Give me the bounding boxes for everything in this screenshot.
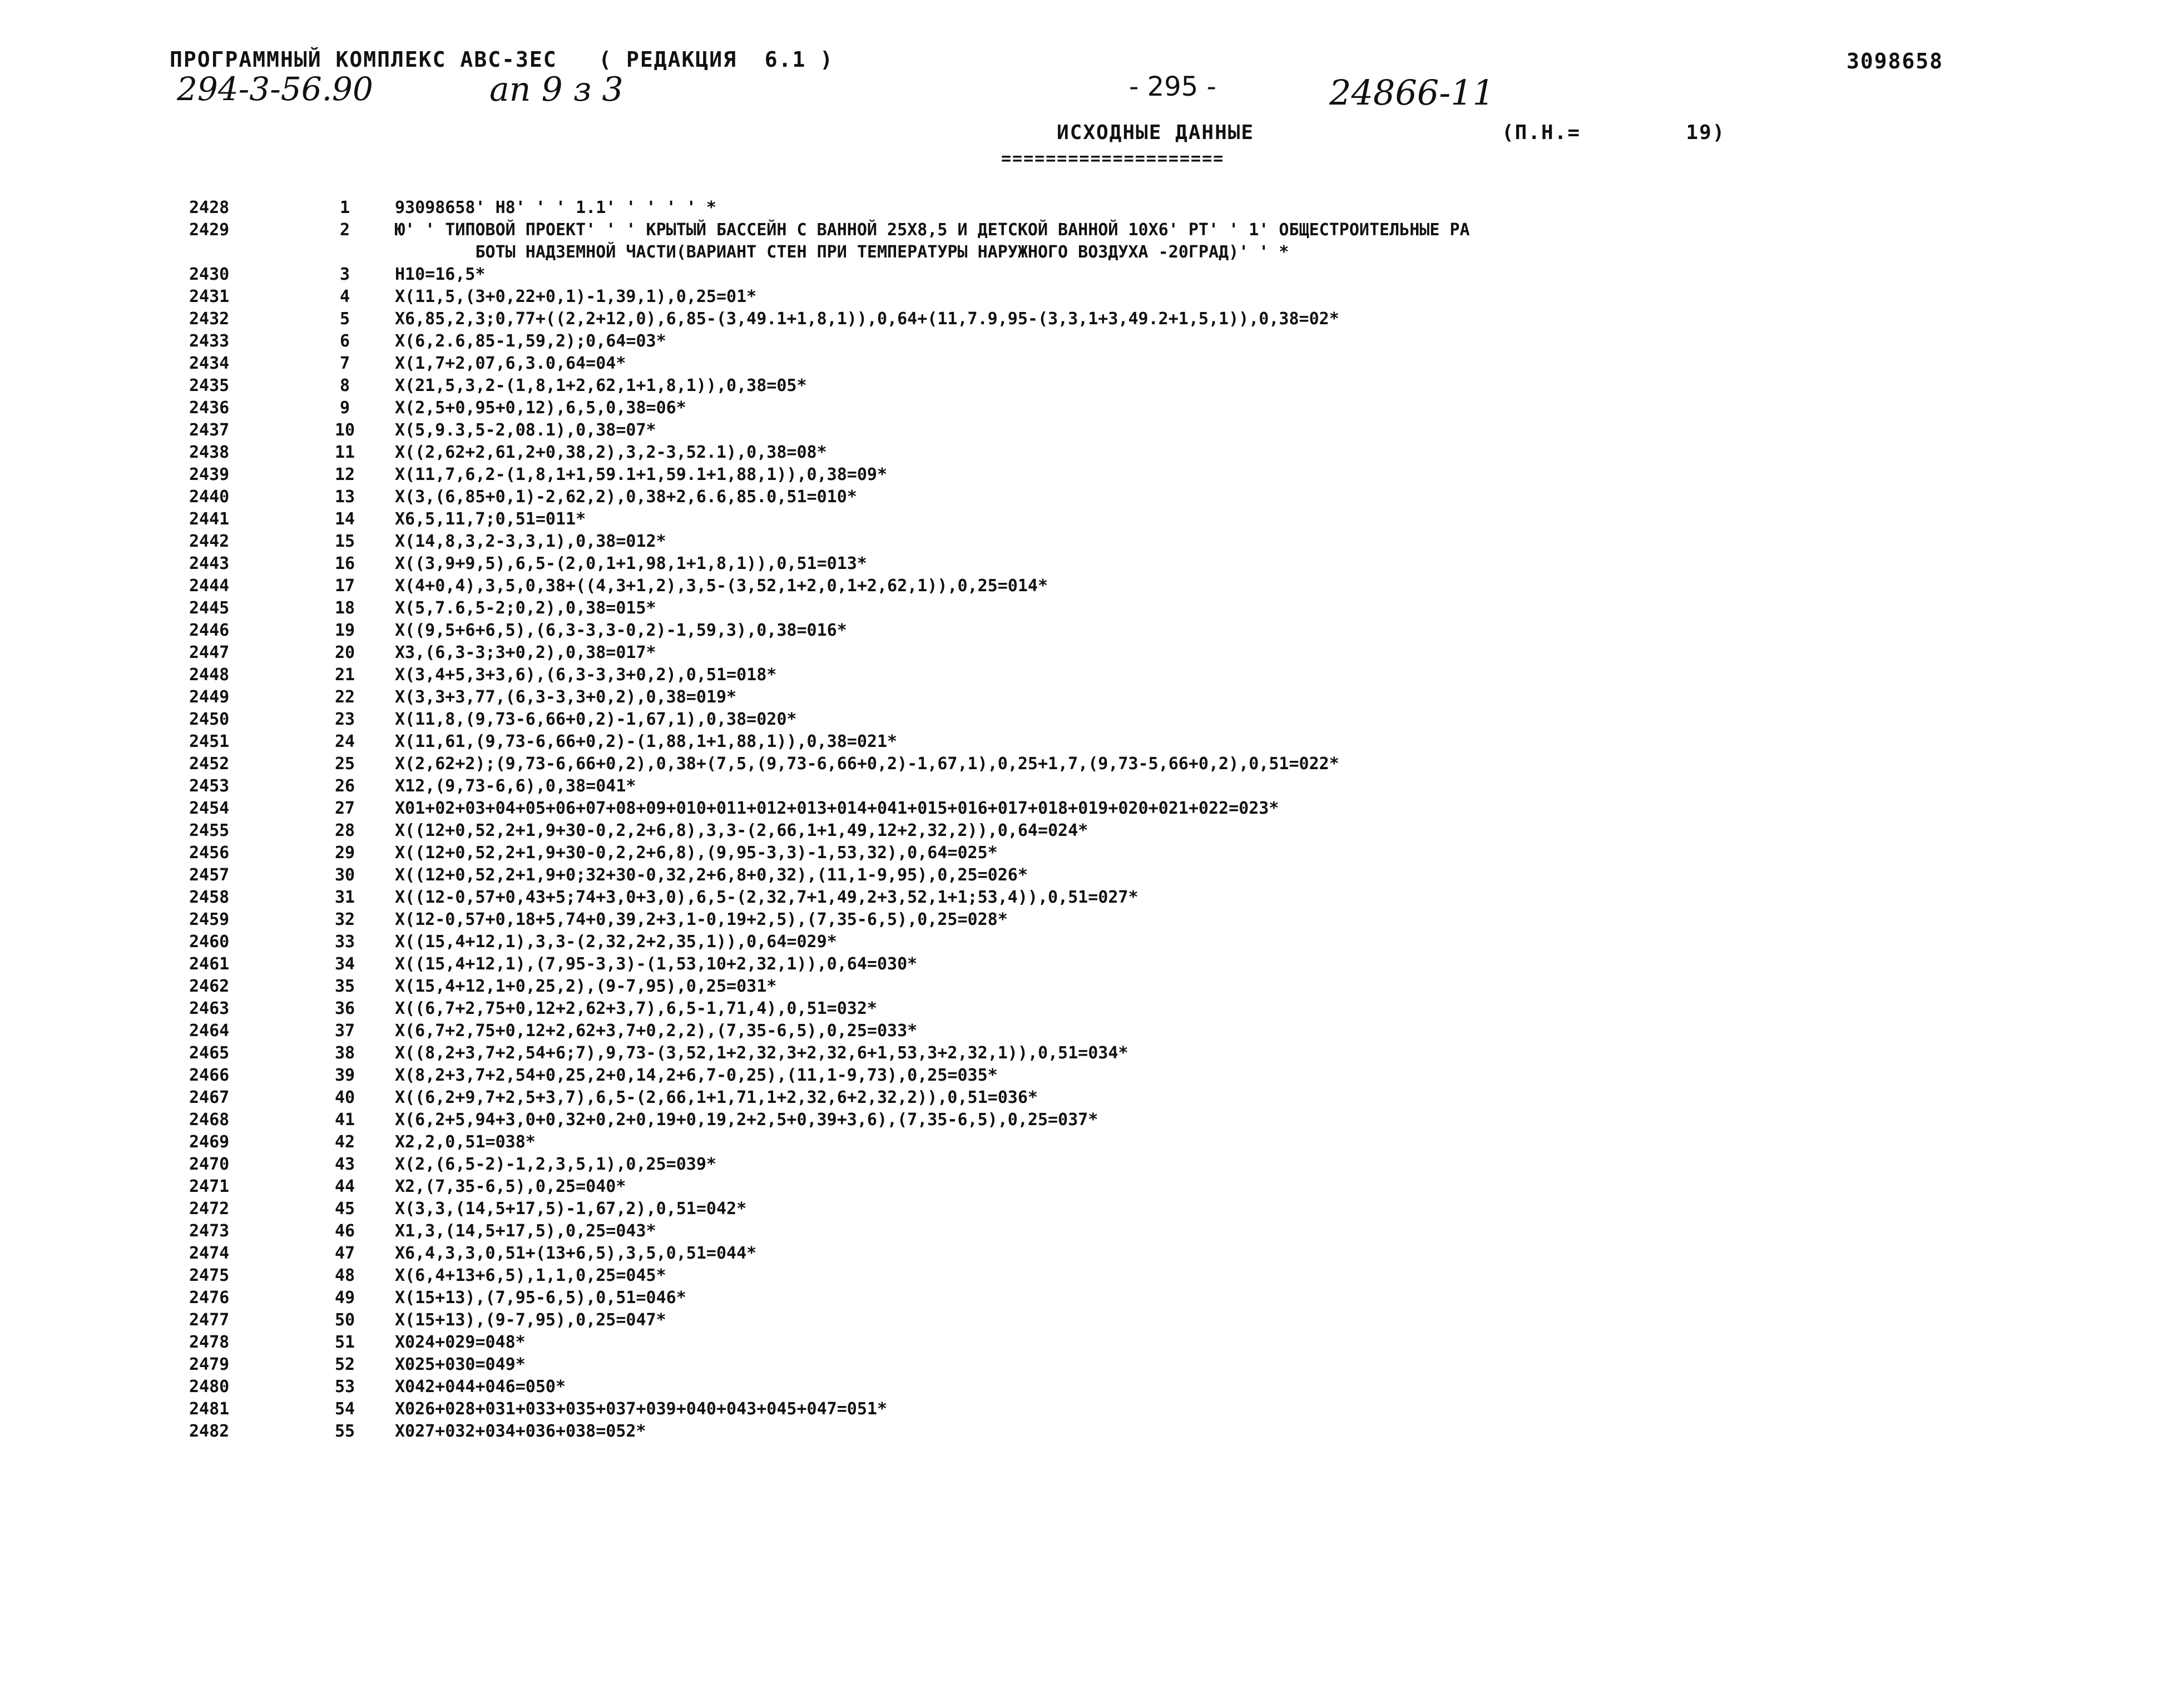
- sequence-number: 19: [334, 621, 355, 640]
- input-record: Х(15,4+12,1+0,25,2),(9-7,95),0,25=031*: [395, 977, 777, 996]
- line-number: 2446: [189, 621, 230, 640]
- input-record: Х(8,2+3,7+2,54+0,25,2+0,14,2+6,7-0,25),(11,1-9,73),0,25=035*: [395, 1066, 998, 1085]
- line-number: 2436: [189, 398, 230, 418]
- sequence-number: 25: [334, 754, 355, 774]
- listing-row: [189, 197, 2158, 219]
- listing-row: [189, 1042, 2158, 1065]
- sequence-number: 17: [334, 576, 355, 596]
- sequence-number: 30: [334, 865, 355, 885]
- listing-row: [189, 575, 2158, 597]
- listing-row: [189, 1065, 2158, 1087]
- sequence-number: 46: [334, 1221, 355, 1241]
- input-record: Х026+028+031+033+035+037+039+040+043+045+047=051*: [395, 1399, 888, 1419]
- sequence-number: 7: [339, 354, 350, 373]
- listing-row: [189, 998, 2158, 1020]
- input-record: Х(11,5,(3+0,22+0,1)-1,39,1),0,25=01*: [395, 287, 757, 306]
- sequence-number: 49: [334, 1288, 355, 1308]
- line-number: 2440: [189, 487, 230, 507]
- listing-row: [189, 642, 2158, 664]
- line-number: 2429: [189, 220, 230, 240]
- sequence-number: 2: [339, 220, 350, 240]
- input-record: Х(21,5,3,2-(1,8,1+2,62,1+1,8,1)),0,38=05*: [395, 376, 807, 395]
- line-number: 2437: [189, 420, 230, 440]
- sequence-number: 40: [334, 1088, 355, 1107]
- input-record: Х(6,2.6,85-1,59,2);0,64=03*: [395, 331, 666, 351]
- listing-row: [189, 1287, 2158, 1309]
- line-number: 2467: [189, 1088, 230, 1107]
- line-number: 2466: [189, 1066, 230, 1085]
- line-number: 2455: [189, 821, 230, 840]
- input-record: Х((6,2+9,7+2,5+3,7),6,5-(2,66,1+1,71,1+2,32,6+2,32,2)),0,51=036*: [395, 1088, 1038, 1107]
- line-number: 2441: [189, 509, 230, 529]
- sequence-number: 43: [334, 1155, 355, 1174]
- input-record: Х(4+0,4),3,5,0,38+((4,3+1,2),3,5-(3,52,1+2,0,1+2,62,1)),0,25=014*: [395, 576, 1048, 596]
- line-number: 2447: [189, 643, 230, 662]
- input-record: Х2,(7,35-6,5),0,25=040*: [395, 1177, 626, 1196]
- line-number: 2480: [189, 1377, 230, 1397]
- sequence-number: 42: [334, 1132, 355, 1152]
- line-number: 2450: [189, 710, 230, 729]
- listing-row: [189, 531, 2158, 553]
- input-record: Х((15,4+12,1),(7,95-3,3)-(1,53,10+2,32,1)),0,64=030*: [395, 954, 918, 974]
- line-number: 2452: [189, 754, 230, 774]
- sequence-number: 44: [334, 1177, 355, 1196]
- sequence-number: 4: [339, 287, 350, 306]
- line-number: 2469: [189, 1132, 230, 1152]
- input-record: 93098658' Н8' ' ' 1.1' ' ' ' ' *: [395, 198, 716, 217]
- section-title: ИСХОДНЫЕ ДАННЫЕ: [1057, 121, 1255, 144]
- listing-row: [189, 753, 2158, 775]
- line-number: 2445: [189, 598, 230, 618]
- page-number: - 295 -: [1129, 71, 1216, 102]
- input-record: Х(3,(6,85+0,1)-2,62,2),0,38+2,6.6,85.0,51=010*: [395, 487, 857, 507]
- input-record: Х(2,62+2);(9,73-6,66+0,2),0,38+(7,5,(9,73-6,66+0,2)-1,67,1),0,25+1,7,(9,73-5,66+0,2),0,51=022*: [395, 754, 1339, 774]
- line-number: 2481: [189, 1399, 230, 1419]
- sequence-number: 51: [334, 1333, 355, 1352]
- input-record: Х((3,9+9,5),6,5-(2,0,1+1,98,1+1,8,1)),0,51=013*: [395, 554, 867, 573]
- input-record: Х(5,9.3,5-2,08.1),0,38=07*: [395, 420, 656, 440]
- line-number: 2472: [189, 1199, 230, 1219]
- sequence-number: 52: [334, 1355, 355, 1374]
- listing-row: [189, 820, 2158, 842]
- listing-row: [189, 909, 2158, 931]
- input-record: Х(11,7,6,2-(1,8,1+1,59.1+1,59.1+1,88,1)),0,38=09*: [395, 465, 888, 484]
- line-number: 2448: [189, 665, 230, 685]
- line-number: 2458: [189, 888, 230, 907]
- listing-row: [189, 464, 2158, 486]
- line-number: 2439: [189, 465, 230, 484]
- line-number: 2449: [189, 687, 230, 707]
- sequence-number: 29: [334, 843, 355, 863]
- listing-row: [189, 798, 2158, 820]
- title-underline: ====================: [1001, 149, 1225, 169]
- line-number: 2433: [189, 331, 230, 351]
- input-record: Х2,2,0,51=038*: [395, 1132, 536, 1152]
- line-number: 2475: [189, 1266, 230, 1285]
- sequence-number: 20: [334, 643, 355, 662]
- input-record: Х3,(6,3-3;3+0,2),0,38=017*: [395, 643, 656, 662]
- input-record: Х((15,4+12,1),3,3-(2,32,2+2,35,1)),0,64=029*: [395, 932, 837, 952]
- input-record: Х((2,62+2,61,2+0,38,2),3,2-3,52.1),0,38=08*: [395, 443, 827, 462]
- sequence-number: 1: [339, 198, 350, 217]
- sequence-number: 55: [334, 1422, 355, 1441]
- line-number: 2482: [189, 1422, 230, 1441]
- sequence-number: 13: [334, 487, 355, 507]
- input-record: Х(6,4+13+6,5),1,1,0,25=045*: [395, 1266, 666, 1285]
- line-number: 2431: [189, 287, 230, 306]
- line-number: 2428: [189, 198, 230, 217]
- source-listing: [189, 197, 2158, 1443]
- listing-row: [189, 1109, 2158, 1131]
- line-number: 2460: [189, 932, 230, 952]
- input-record: Ю' ' ТИПОВОЙ ПРОЕКТ' ' ' КРЫТЫЙ БАССЕЙН С ВАННОЙ 25Х8,5 И ДЕТСКОЙ ВАННОЙ 10Х6' РТ' ' 1' ОБЩЕСТРОИТЕЛЬНЫЕ РА БОТЫ НАДЗЕМНОЙ ЧАСТИ(ВАРИАНТ СТЕН ПРИ ТЕМПЕРАТУРЫ НАРУЖНОГО ВОЗДУХА -20ГРАД)' ' *: [395, 220, 1470, 262]
- listing-row: [189, 486, 2158, 508]
- line-number: 2462: [189, 977, 230, 996]
- line-number: 2456: [189, 843, 230, 863]
- listing-row: [189, 375, 2158, 397]
- sequence-number: 9: [339, 398, 350, 418]
- listing-row: [189, 1176, 2158, 1198]
- sequence-number: 26: [334, 776, 355, 796]
- line-number: 2453: [189, 776, 230, 796]
- line-number: 2477: [189, 1310, 230, 1330]
- listing-row: [189, 308, 2158, 330]
- input-record: Х1,3,(14,5+17,5),0,25=043*: [395, 1221, 656, 1241]
- sequence-number: 48: [334, 1266, 355, 1285]
- line-number: 2444: [189, 576, 230, 596]
- line-number: 2451: [189, 732, 230, 751]
- line-number: 2434: [189, 354, 230, 373]
- handwritten-album-number: ап 9 з 3: [489, 70, 623, 109]
- sequence-number: 10: [334, 420, 355, 440]
- listing-row: [189, 620, 2158, 642]
- sequence-number: 36: [334, 999, 355, 1018]
- sequence-number: 41: [334, 1110, 355, 1130]
- listing-row: [189, 864, 2158, 887]
- input-record: Х6,5,11,7;0,51=011*: [395, 509, 586, 529]
- line-number: 2459: [189, 910, 230, 929]
- sequence-number: 18: [334, 598, 355, 618]
- listing-row: [189, 1242, 2158, 1265]
- listing-row: [189, 442, 2158, 464]
- sequence-number: 39: [334, 1066, 355, 1085]
- listing-row: [189, 353, 2158, 375]
- document-number: 3098658: [1847, 49, 1944, 73]
- listing-row: [189, 731, 2158, 753]
- line-number: 2474: [189, 1244, 230, 1263]
- sequence-number: 14: [334, 509, 355, 529]
- sequence-number: 45: [334, 1199, 355, 1219]
- line-number: 2479: [189, 1355, 230, 1374]
- input-record: Х((8,2+3,7+2,54+6;7),9,73-(3,52,1+2,32,3+2,32,6+1,53,3+2,32,1)),0,51=034*: [395, 1043, 1128, 1063]
- input-record: Х6,85,2,3;0,77+((2,2+12,0),6,85-(3,49.1+1,8,1)),0,64+(11,7.9,95-(3,3,1+3,49.2+1,5,1)),0,38=02*: [395, 309, 1339, 329]
- listing-row: [189, 1131, 2158, 1153]
- sequence-number: 12: [334, 465, 355, 484]
- sequence-number: 3: [339, 265, 350, 284]
- listing-row: [189, 597, 2158, 620]
- listing-row: [189, 931, 2158, 953]
- listing-row: [189, 264, 2158, 286]
- sequence-number: 21: [334, 665, 355, 685]
- input-record: Х(11,61,(9,73-6,66+0,2)-(1,88,1+1,88,1)),0,38=021*: [395, 732, 898, 751]
- listing-row: [189, 664, 2158, 686]
- listing-row: [189, 419, 2158, 442]
- line-number: 2468: [189, 1110, 230, 1130]
- listing-row: [189, 709, 2158, 731]
- sequence-number: 8: [339, 376, 350, 395]
- sequence-number: 35: [334, 977, 355, 996]
- line-number: 2457: [189, 865, 230, 885]
- line-number: 2430: [189, 265, 230, 284]
- sequence-number: 37: [334, 1021, 355, 1041]
- sequence-number: 23: [334, 710, 355, 729]
- input-record: Х(15+13),(9-7,95),0,25=047*: [395, 1310, 666, 1330]
- input-record: Х((12+0,52,2+1,9+30-0,2,2+6,8),3,3-(2,66,1+1,49,12+2,32,2)),0,64=024*: [395, 821, 1088, 840]
- input-record: Х(1,7+2,07,6,3.0,64=04*: [395, 354, 626, 373]
- sequence-number: 53: [334, 1377, 355, 1397]
- page-info: (П.Н.= 19): [1502, 121, 1726, 144]
- input-record: Х(3,3+3,77,(6,3-3,3+0,2),0,38=019*: [395, 687, 737, 707]
- input-record: Х(14,8,3,2-3,3,1),0,38=012*: [395, 532, 666, 551]
- input-record: Х(3,4+5,3+3,6),(6,3-3,3+0,2),0,51=018*: [395, 665, 777, 685]
- sequence-number: 34: [334, 954, 355, 974]
- line-number: 2465: [189, 1043, 230, 1063]
- sequence-number: 22: [334, 687, 355, 707]
- line-number: 2470: [189, 1155, 230, 1174]
- listing-row: [189, 887, 2158, 909]
- sequence-number: 6: [339, 331, 350, 351]
- input-record: Х(2,5+0,95+0,12),6,5,0,38=06*: [395, 398, 686, 418]
- listing-row: [189, 1331, 2158, 1354]
- listing-row: [189, 397, 2158, 419]
- listing-row: [189, 842, 2158, 864]
- input-record: Х6,4,3,3,0,51+(13+6,5),3,5,0,51=044*: [395, 1244, 757, 1263]
- handwritten-order-number: 24866-11: [1329, 72, 1495, 113]
- input-record: Х027+032+034+036+038=052*: [395, 1422, 646, 1441]
- sequence-number: 32: [334, 910, 355, 929]
- input-record: Х01+02+03+04+05+06+07+08+09+010+011+012+013+014+041+015+016+017+018+019+020+021+022=023*: [395, 799, 1279, 818]
- listing-row: [189, 1354, 2158, 1376]
- line-number: 2438: [189, 443, 230, 462]
- handwritten-project-code: 294-3-56.90: [177, 70, 373, 108]
- program-header: ПРОГРАММНЫЙ КОМПЛЕКС АВС-3ЕС ( РЕДАКЦИЯ 6.1 ): [170, 47, 834, 72]
- line-number: 2463: [189, 999, 230, 1018]
- line-number: 2435: [189, 376, 230, 395]
- listing-row: [189, 953, 2158, 976]
- listing-row: [189, 976, 2158, 998]
- line-number: 2454: [189, 799, 230, 818]
- listing-row: [189, 330, 2158, 353]
- line-number: 2478: [189, 1333, 230, 1352]
- listing-row: [189, 219, 2158, 264]
- listing-row: [189, 1198, 2158, 1220]
- sequence-number: 11: [334, 443, 355, 462]
- input-record: Х(3,3,(14,5+17,5)-1,67,2),0,51=042*: [395, 1199, 747, 1219]
- input-record: Н10=16,5*: [395, 265, 486, 284]
- input-record: Х(2,(6,5-2)-1,2,3,5,1),0,25=039*: [395, 1155, 716, 1174]
- sequence-number: 27: [334, 799, 355, 818]
- listing-row: [189, 1376, 2158, 1398]
- line-number: 2476: [189, 1288, 230, 1308]
- input-record: Х(6,7+2,75+0,12+2,62+3,7+0,2,2),(7,35-6,5),0,25=033*: [395, 1021, 918, 1041]
- line-number: 2443: [189, 554, 230, 573]
- line-number: 2464: [189, 1021, 230, 1041]
- sequence-number: 15: [334, 532, 355, 551]
- line-number: 2471: [189, 1177, 230, 1196]
- listing-row: [189, 1087, 2158, 1109]
- listing-row: [189, 553, 2158, 575]
- listing-row: [189, 1220, 2158, 1242]
- sequence-number: 38: [334, 1043, 355, 1063]
- listing-row: [189, 508, 2158, 531]
- listing-row: [189, 1398, 2158, 1420]
- input-record: Х((12+0,52,2+1,9+30-0,2,2+6,8),(9,95-3,3)-1,53,32),0,64=025*: [395, 843, 998, 863]
- input-record: Х(5,7.6,5-2;0,2),0,38=015*: [395, 598, 656, 618]
- sequence-number: 33: [334, 932, 355, 952]
- listing-row: [189, 286, 2158, 308]
- input-record: Х((6,7+2,75+0,12+2,62+3,7),6,5-1,71,4),0,51=032*: [395, 999, 877, 1018]
- input-record: Х(15+13),(7,95-6,5),0,51=046*: [395, 1288, 686, 1308]
- sequence-number: 31: [334, 888, 355, 907]
- listing-row: [189, 1153, 2158, 1176]
- line-number: 2461: [189, 954, 230, 974]
- listing-row: [189, 1309, 2158, 1331]
- sequence-number: 28: [334, 821, 355, 840]
- listing-row: [189, 1020, 2158, 1042]
- input-record: Х((9,5+6+6,5),(6,3-3,3-0,2)-1,59,3),0,38=016*: [395, 621, 847, 640]
- input-record: Х(6,2+5,94+3,0+0,32+0,2+0,19+0,19,2+2,5+0,39+3,6),(7,35-6,5),0,25=037*: [395, 1110, 1098, 1130]
- listing-row: [189, 1265, 2158, 1287]
- input-record: Х025+030=049*: [395, 1355, 526, 1374]
- sequence-number: 50: [334, 1310, 355, 1330]
- input-record: Х((12-0,57+0,43+5;74+3,0+3,0),6,5-(2,32,7+1,49,2+3,52,1+1;53,4)),0,51=027*: [395, 888, 1139, 907]
- input-record: Х12,(9,73-6,6),0,38=041*: [395, 776, 636, 796]
- listing-row: [189, 1420, 2158, 1443]
- sequence-number: 47: [334, 1244, 355, 1263]
- input-record: Х042+044+046=050*: [395, 1377, 566, 1397]
- sequence-number: 24: [334, 732, 355, 751]
- sequence-number: 5: [339, 309, 350, 329]
- line-number: 2432: [189, 309, 230, 329]
- line-number: 2473: [189, 1221, 230, 1241]
- listing-row: [189, 686, 2158, 709]
- listing-row: [189, 775, 2158, 798]
- line-number: 2442: [189, 532, 230, 551]
- sequence-number: 54: [334, 1399, 355, 1419]
- input-record: Х(11,8,(9,73-6,66+0,2)-1,67,1),0,38=020*: [395, 710, 797, 729]
- input-record: Х((12+0,52,2+1,9+0;32+30-0,32,2+6,8+0,32),(11,1-9,95),0,25=026*: [395, 865, 1028, 885]
- sequence-number: 16: [334, 554, 355, 573]
- input-record: Х(12-0,57+0,18+5,74+0,39,2+3,1-0,19+2,5),(7,35-6,5),0,25=028*: [395, 910, 1008, 929]
- input-record: Х024+029=048*: [395, 1333, 526, 1352]
